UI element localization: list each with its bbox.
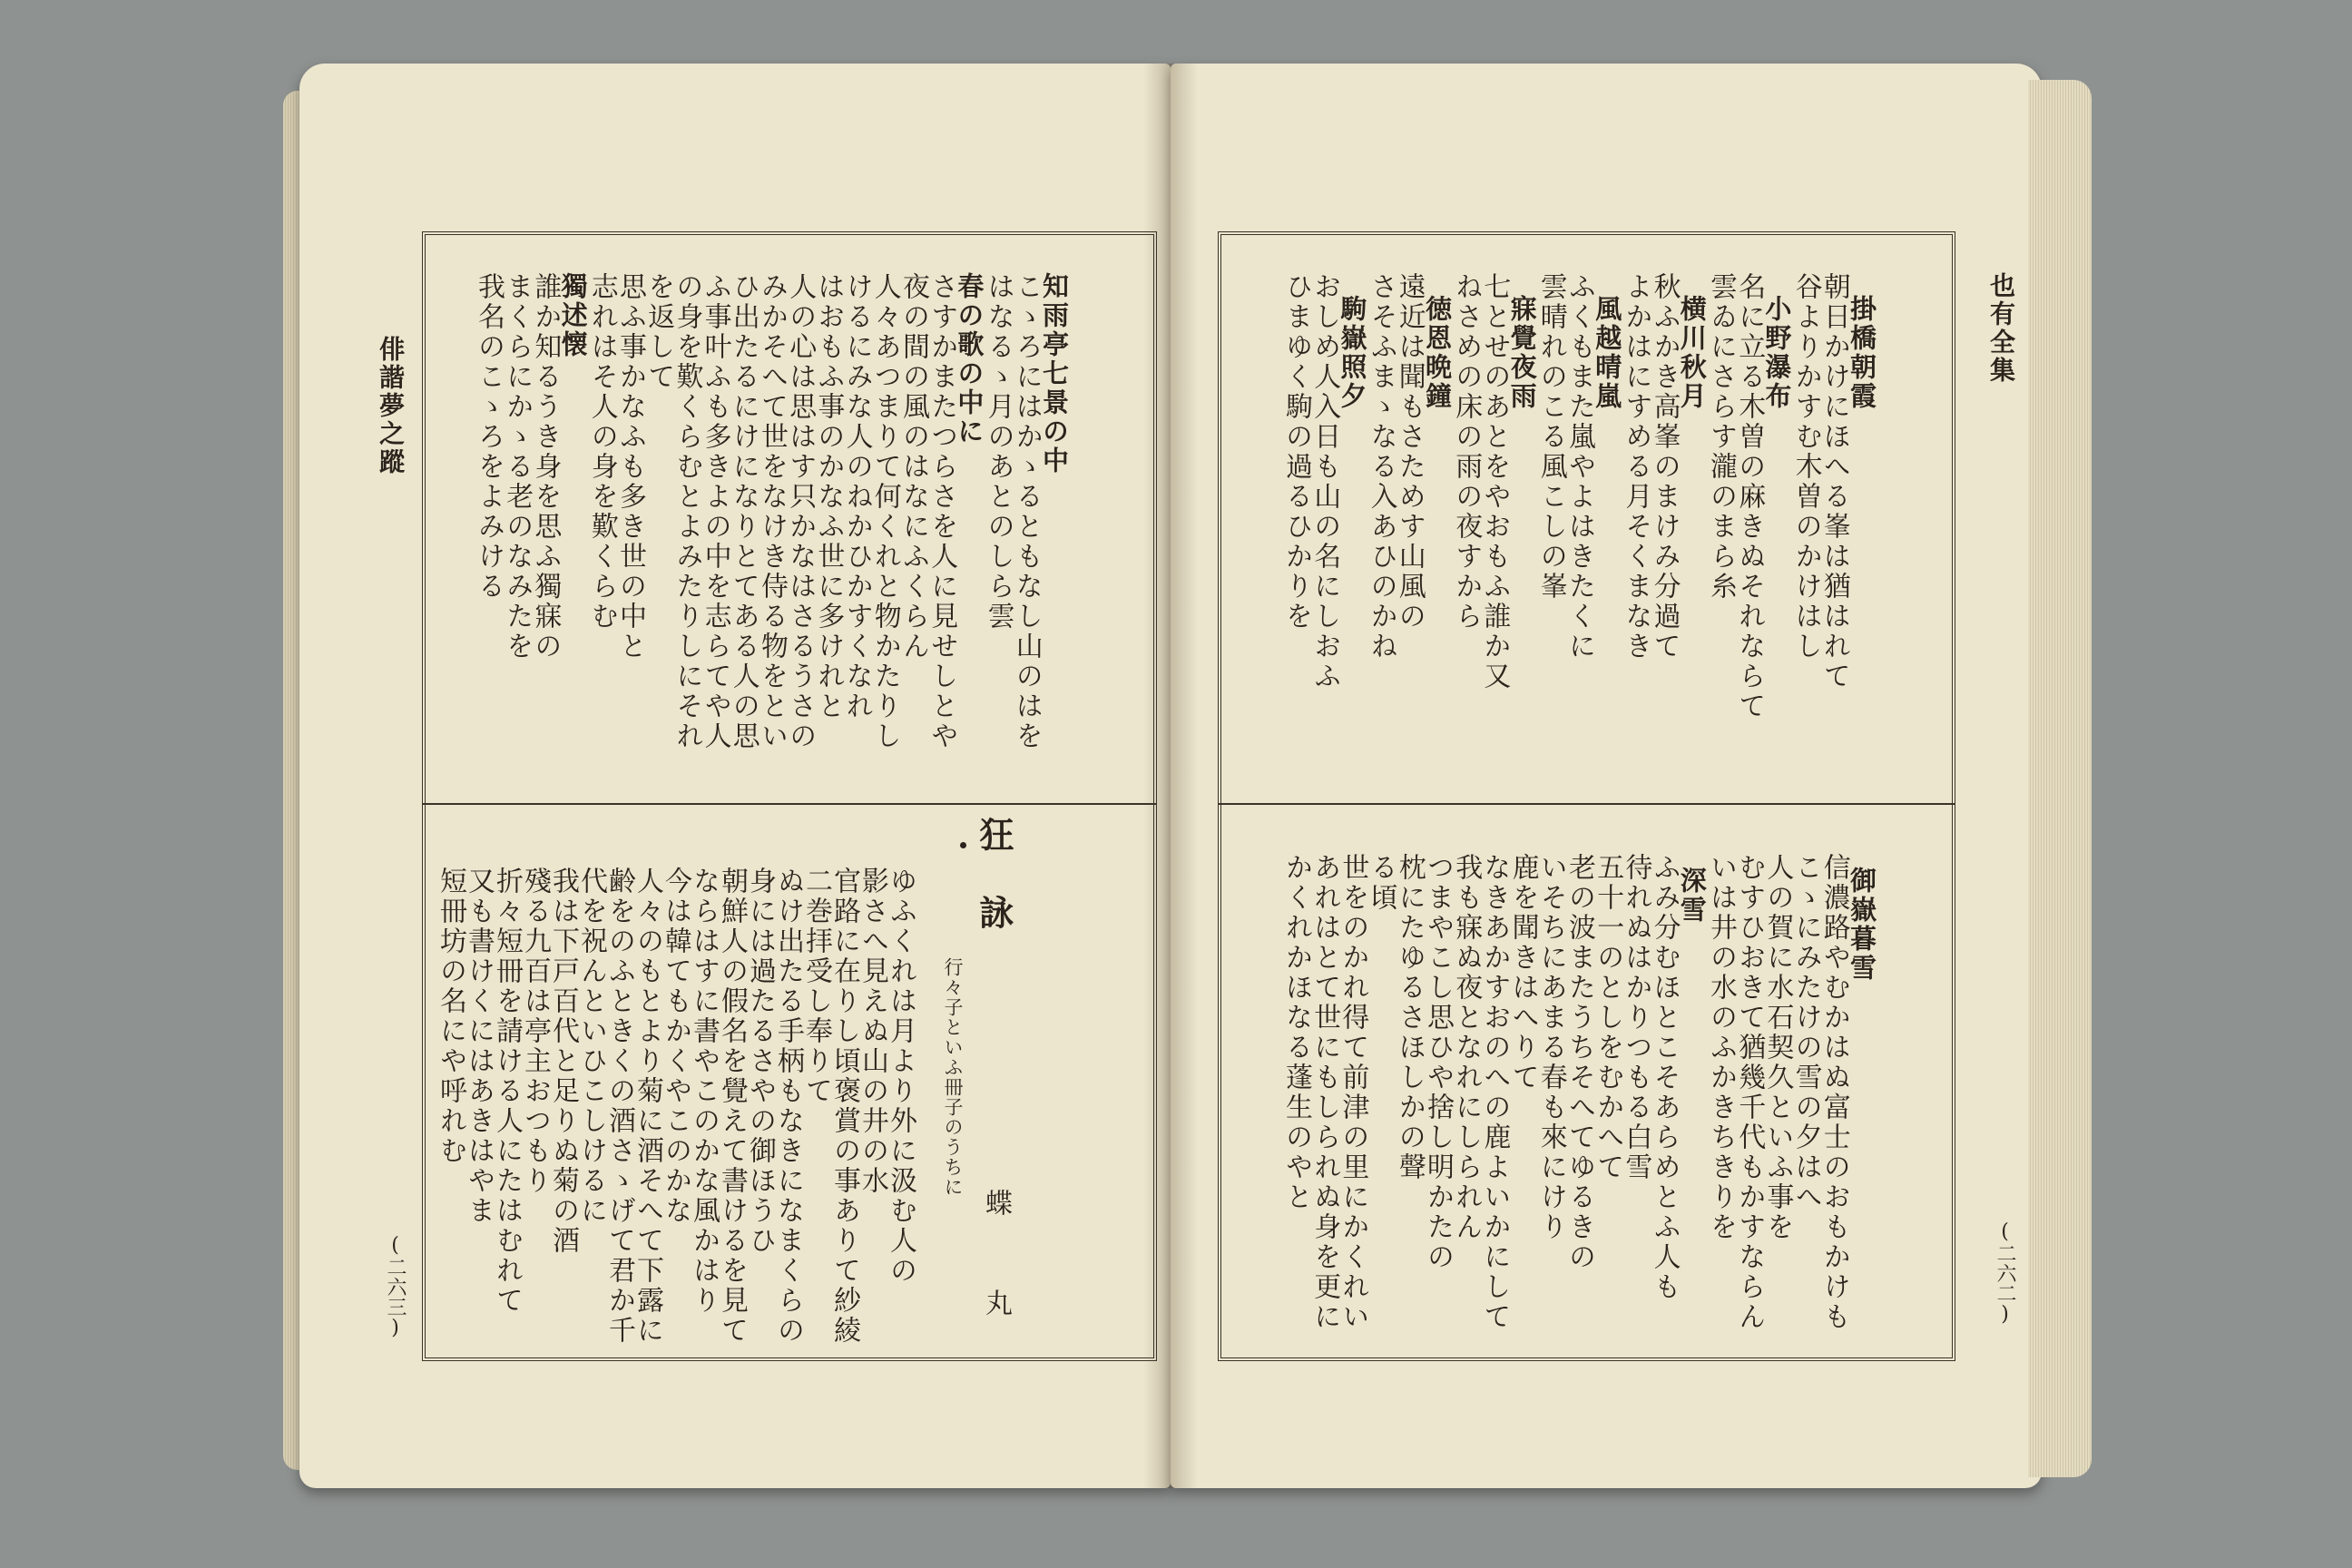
text-column: 折々短冊を請ける人にたはむれて xyxy=(491,867,523,1316)
text-column: こゝにみたけの雪の夕はへ xyxy=(1789,853,1822,1212)
section-heading: 御嶽暮雪 xyxy=(1847,867,1877,983)
section-heading: 掛橋朝霞 xyxy=(1847,295,1877,411)
text-column: 雲ゐにさらす瀧のまら糸 xyxy=(1705,272,1737,602)
text-column: 思ふ事かなふも多き世の中と xyxy=(614,272,646,662)
text-column: よかはにすめる月そくまなき xyxy=(1620,272,1652,662)
section-heading: 小野瀑布 xyxy=(1761,295,1793,411)
text-column: なきあかすおのへの鹿よいかにして xyxy=(1478,853,1511,1332)
text-column: ひ出たるにけになりとてある人の思 xyxy=(727,272,760,751)
text-column: 我も寐ぬ夜となれにしられん xyxy=(1450,853,1483,1242)
text-column: 七とせのあとをやおもふ誰か又 xyxy=(1478,272,1511,691)
left-page-number: (二六三) xyxy=(384,1234,407,1339)
text-column: 枕にたゆるさほしかの聲 xyxy=(1393,853,1426,1182)
text-column: さそふまゝなる入あひのかね xyxy=(1365,272,1397,662)
text-column: 影さへ見えぬ山の井の水 xyxy=(857,867,888,1196)
text-column: 朝日かけにほへる峯は猶はれて xyxy=(1818,272,1850,691)
text-column: 世をのかれ得て前津の里にかくれい xyxy=(1337,853,1369,1332)
section-heading: 寐覺夜雨 xyxy=(1506,295,1538,411)
text-column: ねさめの床の雨の夜すから xyxy=(1450,272,1483,632)
text-column: 信濃路やむかはぬ富士のおもかけも xyxy=(1818,853,1850,1332)
text-column: かくれかほなる蓬生のやと xyxy=(1280,853,1312,1212)
right-section-divider xyxy=(1218,803,1955,805)
text-column: る頃 xyxy=(1365,853,1397,913)
text-column: 誰か知るうき身を思ふ獨寐の xyxy=(529,272,562,662)
text-column: ならはすに書やこのかな風かはり xyxy=(688,867,720,1316)
left-running-head: 俳諧夢之蹤 xyxy=(376,336,406,476)
text-column: 遠近は聞もさためす山風の xyxy=(1393,272,1426,632)
section-heading: 駒嶽照夕 xyxy=(1337,295,1368,411)
text-column: 人の賀に水石契久といふ事を xyxy=(1761,853,1794,1242)
text-column: 朝鮮人の假名を覺えて書けるを見て xyxy=(716,867,748,1346)
text-column: 秋ふかき高峯のまけみ分過て xyxy=(1648,272,1681,662)
text-column: ふ事叶ふも多きよの中を志らてや人 xyxy=(699,272,731,751)
text-column: 我名のこゝろをよみける xyxy=(473,272,505,602)
text-column: けるにみな人のねかひかすくなれ xyxy=(840,272,873,721)
text-column: ふみ分むほとこそあらめとふ人も xyxy=(1648,853,1681,1302)
text-column: 名に立る木曽の麻きぬそれならて xyxy=(1733,272,1766,721)
text-column: 我は下戸百代と足りぬ菊の酒 xyxy=(547,867,579,1256)
section-heading: 獨述懐 xyxy=(557,272,589,359)
text-column: 夜の間の風のはなにふくらん xyxy=(897,272,929,662)
text-column: 又も書けくにはあきはやま xyxy=(463,867,495,1226)
text-column: ひまゆく駒の過るひかりを xyxy=(1280,272,1312,632)
text-column: 今は韓てもかくやこのかな xyxy=(660,867,691,1226)
text-column: 二巻拝受し奉りて xyxy=(800,867,832,1106)
text-column: いそちにあまる春も來にけり xyxy=(1534,853,1567,1242)
left-section-divider xyxy=(422,803,1157,805)
text-column: の身を歎くらむとよみたりしにそれ xyxy=(671,272,703,751)
text-column: 官路に在りし頃褒賞の事ありて紗綾 xyxy=(828,867,860,1346)
text-column: こゝろにはかゝるともなし山のはを xyxy=(1010,272,1043,751)
text-column: ぬけ出たる手柄もなきになまくらの xyxy=(772,867,804,1346)
kyoei-title: 狂詠 xyxy=(974,817,1014,973)
text-column: おしめ人入日も山の名にしおふ xyxy=(1308,272,1341,691)
section-heading: 風越晴嵐 xyxy=(1592,295,1623,411)
text-column: 人々のもとより菊に酒そへて下露に xyxy=(632,867,663,1346)
right-page-edge xyxy=(2028,80,2092,1477)
text-column: 殘る九百は亭主おつもり xyxy=(519,867,551,1196)
ornament-dot xyxy=(960,842,966,848)
text-column: 五十一のとしをむかへて xyxy=(1592,853,1624,1182)
text-column: あれはとて世にもしられぬ身を更に xyxy=(1308,853,1341,1332)
text-column: 代を祝んといひこしけるに xyxy=(575,867,607,1226)
section-heading: 知雨亭七景の中 xyxy=(1039,272,1070,475)
text-column: 谷よりかすむ木曽のかけはし xyxy=(1789,272,1822,662)
text-column: 老の波またうちそへてゆるきの xyxy=(1563,853,1595,1272)
text-column: 志れはそ人の身を歎くらむ xyxy=(585,272,618,632)
kyoei-subtitle: 行々子といふ冊子のうちに xyxy=(942,957,964,1197)
text-column: ゆふくれは月より外に汲む人の xyxy=(885,867,916,1286)
text-column: ふくもまた嵐やよはきたくに xyxy=(1563,272,1595,662)
text-column: はおもふ事のかなふ世に多けれと xyxy=(812,272,845,721)
section-heading: 春の歌の中に xyxy=(954,272,985,446)
text-column: つまやこし思ひや捨し明かたの xyxy=(1422,853,1454,1272)
open-book xyxy=(299,64,2042,1488)
right-page-number: (二六二) xyxy=(1994,1220,2016,1326)
text-column: 人々あつまりて何くれと物かたりし xyxy=(868,272,901,751)
text-column: いは井の水のふかきちきりを xyxy=(1705,853,1737,1242)
text-column: 人の心は思はす只かなはさるうさの xyxy=(784,272,817,751)
right-running-head: 也有全集 xyxy=(1986,272,2016,385)
section-heading: 横川秋月 xyxy=(1676,295,1708,411)
section-heading: 深雪 xyxy=(1676,867,1708,925)
section-heading: 徳恩晩鐘 xyxy=(1422,295,1453,411)
text-column: を返して xyxy=(642,272,675,392)
text-column: 鹿を聞きはへりて xyxy=(1506,853,1539,1093)
text-column: はなるゝ月のあとのしら雲 xyxy=(982,272,1014,632)
author-name-1: 蝶 xyxy=(980,1189,1012,1219)
text-column: 齢をのふときくの酒さゝげて君か千 xyxy=(603,867,635,1346)
author-name-2: 丸 xyxy=(980,1289,1012,1318)
text-column: むすひおきて猶幾千代もかすならん xyxy=(1733,853,1766,1332)
text-column: さすかまたつらさを人に見せしとや xyxy=(926,272,958,751)
text-column: 待れぬはかりつもる白雪 xyxy=(1620,853,1652,1182)
text-column: 雲晴れのこる風こしの峯 xyxy=(1534,272,1567,602)
text-column: まくらにかゝる老のなみたを xyxy=(501,272,534,662)
text-column: 短冊坊の名にや呼れむ xyxy=(435,867,466,1166)
text-column: 身には過たるさやの御ほうひ xyxy=(744,867,776,1256)
text-column: みかそへて世をなけき侍る物をとい xyxy=(756,272,788,751)
